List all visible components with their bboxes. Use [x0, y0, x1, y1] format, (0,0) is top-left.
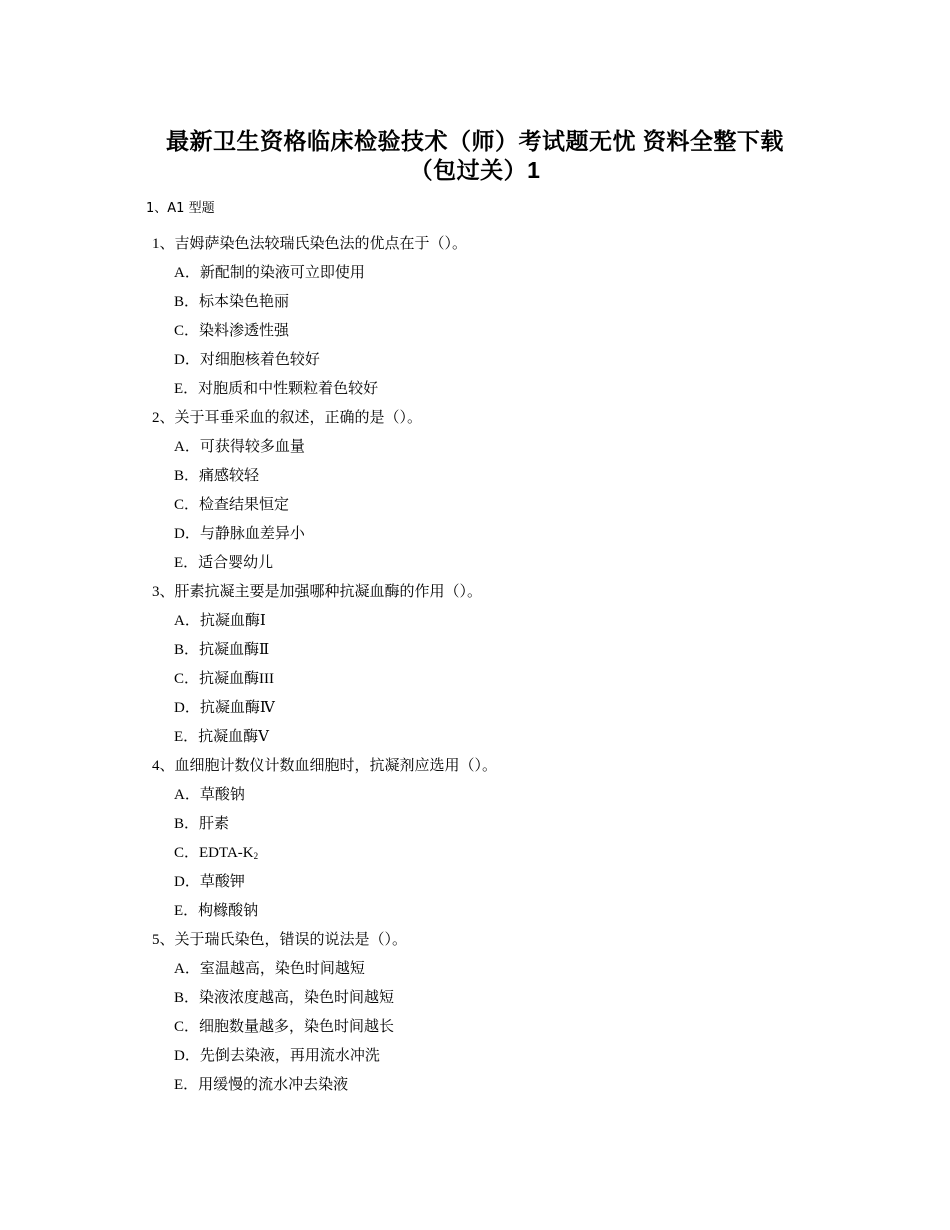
option-c	[152, 841, 852, 870]
option-a: A．抗凝血酶Ⅰ	[174, 613, 266, 629]
option-d: D．先倒去染液，再用流水冲洗	[174, 1048, 380, 1064]
option-e: E．适合婴幼儿	[174, 555, 274, 571]
option-b: B．肝素	[174, 816, 230, 832]
question-text: 5、关于瑞氏染色，错误的说法是（）。	[152, 932, 408, 948]
question-4	[152, 754, 852, 928]
option-e: E．用缓慢的流水冲去染液	[174, 1077, 349, 1093]
question-3	[152, 580, 852, 754]
section-label: 1、A1 型题	[146, 201, 215, 216]
document-title-line-2: （包过关）1	[409, 157, 541, 183]
question-1	[152, 232, 852, 406]
option-a: A．新配制的染液可立即使用	[174, 265, 365, 281]
option-c: C．染料渗透性强	[174, 323, 290, 339]
option-d: D．抗凝血酶Ⅳ	[174, 700, 275, 716]
option-d: D．草酸钾	[174, 874, 245, 890]
option-c-subscript: 2	[253, 851, 259, 861]
option-e: E．枸橼酸钠	[174, 903, 259, 919]
document-title-line-1: 最新卫生资格临床检验技术（师）考试题无忧 资料全整下载	[166, 128, 784, 154]
question-2	[152, 406, 852, 580]
option-a: A．可获得较多血量	[174, 439, 305, 455]
option-b: B．染液浓度越高，染色时间越短	[174, 990, 395, 1006]
option-e: E．对胞质和中性颗粒着色较好	[174, 381, 379, 397]
question-text: 3、肝素抗凝主要是加强哪种抗凝血酶的作用（）。	[152, 584, 483, 600]
option-c-text: C．EDTA-K	[174, 845, 254, 861]
option-b: B．抗凝血酶Ⅱ	[174, 642, 270, 658]
option-b: B．痛感较轻	[174, 468, 260, 484]
option-a: A．草酸钠	[174, 787, 245, 803]
option-d: D．与静脉血差异小	[174, 526, 305, 542]
question-text: 1、吉姆萨染色法较瑞氏染色法的优点在于（）。	[152, 236, 468, 252]
option-b: B．标本染色艳丽	[174, 294, 290, 310]
option-c: C．检查结果恒定	[174, 497, 290, 513]
option-e: E．抗凝血酶Ⅴ	[174, 729, 269, 745]
option-c: C．细胞数量越多，染色时间越长	[174, 1019, 395, 1035]
question-5	[152, 928, 852, 1102]
option-a: A．室温越高，染色时间越短	[174, 961, 365, 977]
question-list	[152, 232, 852, 1102]
question-text: 4、血细胞计数仪计数血细胞时，抗凝剂应选用（）。	[152, 758, 498, 774]
option-d: D．对细胞核着色较好	[174, 352, 320, 368]
question-text: 2、关于耳垂采血的叙述，正确的是（）。	[152, 410, 423, 426]
option-c: C．抗凝血酶III	[174, 671, 274, 687]
